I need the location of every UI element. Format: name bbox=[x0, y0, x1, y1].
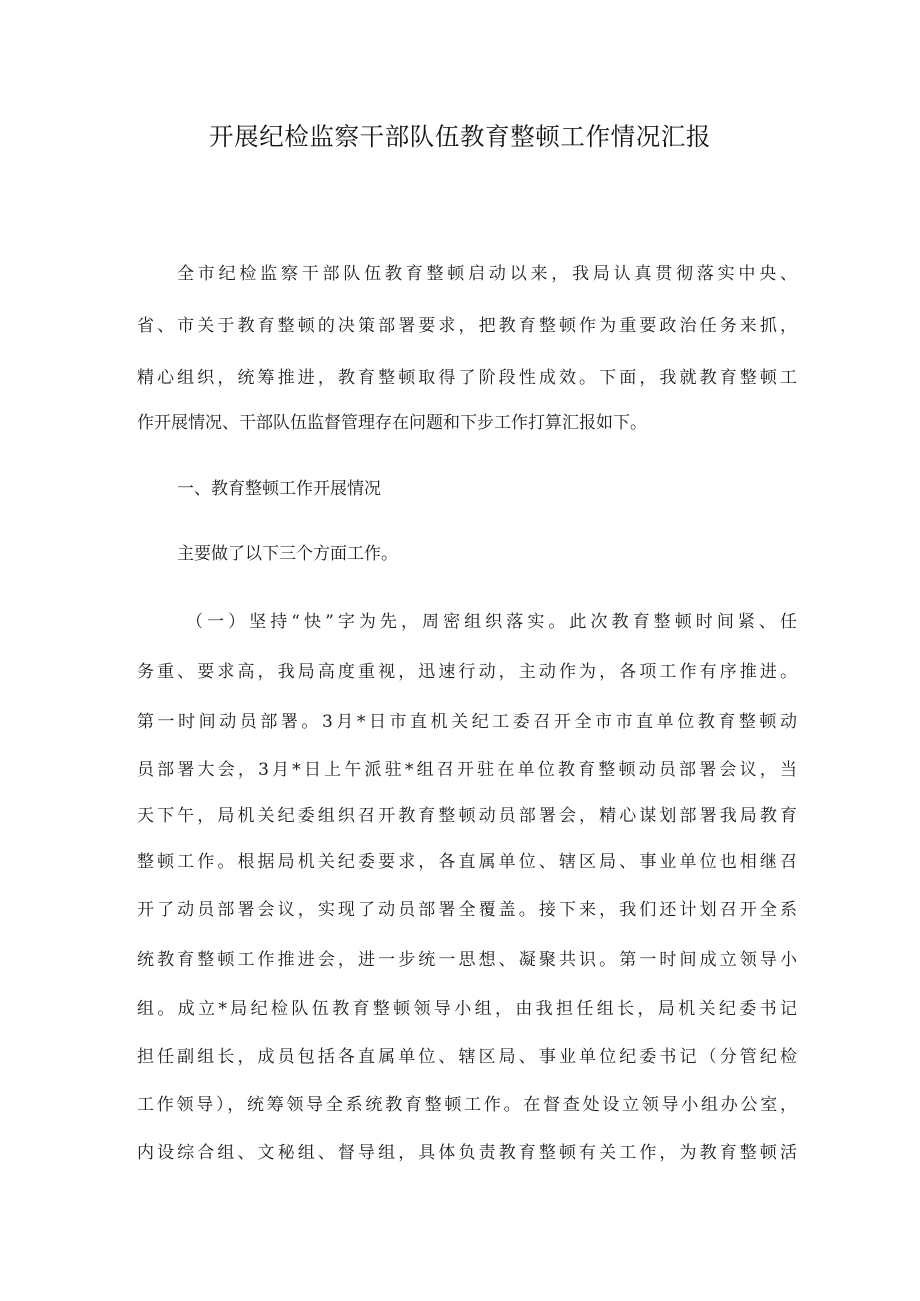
section-heading: 一、教育整顿工作开展情况 bbox=[177, 479, 381, 499]
section-summary: 主要做了以下三个方面工作。 bbox=[177, 544, 398, 564]
item-1-line-5: 天下午，局机关纪委组织召开教育整顿动员部署会，精心谋划部署我局教育 bbox=[137, 806, 797, 826]
item-1-line-10: 担任副组长，成员包括各直属单位、辖区局、事业单位纪委书记（分管纪检 bbox=[137, 1047, 797, 1067]
intro-line-2: 省、市关于教育整顿的决策部署要求，把教育整顿作为重要政治任务来抓， bbox=[137, 316, 797, 336]
intro-line-3: 精心组织，统筹推进，教育整顿取得了阶段性成效。下面，我就教育整顿工 bbox=[137, 368, 797, 388]
intro-line-4: 作开展情况、干部队伍监督管理存在问题和下步工作打算汇报如下。 bbox=[137, 413, 647, 433]
item-1-line-3: 第一时间动员部署。3月*日市直机关纪工委召开全市市直单位教育整顿动 bbox=[137, 712, 797, 732]
item-1-line-11: 工作领导），统筹领导全系统教育整顿工作。在督查处设立领导小组办公室， bbox=[137, 1095, 797, 1115]
intro-line-1: 全市纪检监察干部队伍教育整顿启动以来，我局认真贯彻落实中央、 bbox=[177, 264, 797, 284]
item-1-line-12: 内设综合组、文秘组、督导组，具体负责教育整顿有关工作，为教育整顿活 bbox=[137, 1143, 797, 1163]
item-1-line-4: 员部署大会，3月*日上午派驻*组召开驻在单位教育整顿动员部署会议，当 bbox=[137, 760, 797, 780]
item-1-line-2: 务重、要求高，我局高度重视，迅速行动，主动作为，各项工作有序推进。 bbox=[137, 662, 797, 682]
item-1-line-7: 开了动员部署会议，实现了动员部署全覆盖。接下来，我们还计划召开全系 bbox=[137, 900, 797, 920]
item-1-line-6: 整顿工作。根据局机关纪委要求，各直属单位、辖区局、事业单位也相继召 bbox=[137, 852, 797, 872]
item-1-line-1: （一）坚持“快”字为先，周密组织落实。此次教育整顿时间紧、任 bbox=[186, 612, 797, 632]
item-1-line-8: 统教育整顿工作推进会，进一步统一思想、凝聚共识。第一时间成立领导小 bbox=[137, 950, 797, 970]
document-title: 开展纪检监察干部队伍教育整顿工作情况汇报 bbox=[209, 122, 711, 151]
item-1-line-9: 组。成立*局纪检队伍教育整顿领导小组，由我担任组长，局机关纪委书记 bbox=[137, 999, 797, 1019]
